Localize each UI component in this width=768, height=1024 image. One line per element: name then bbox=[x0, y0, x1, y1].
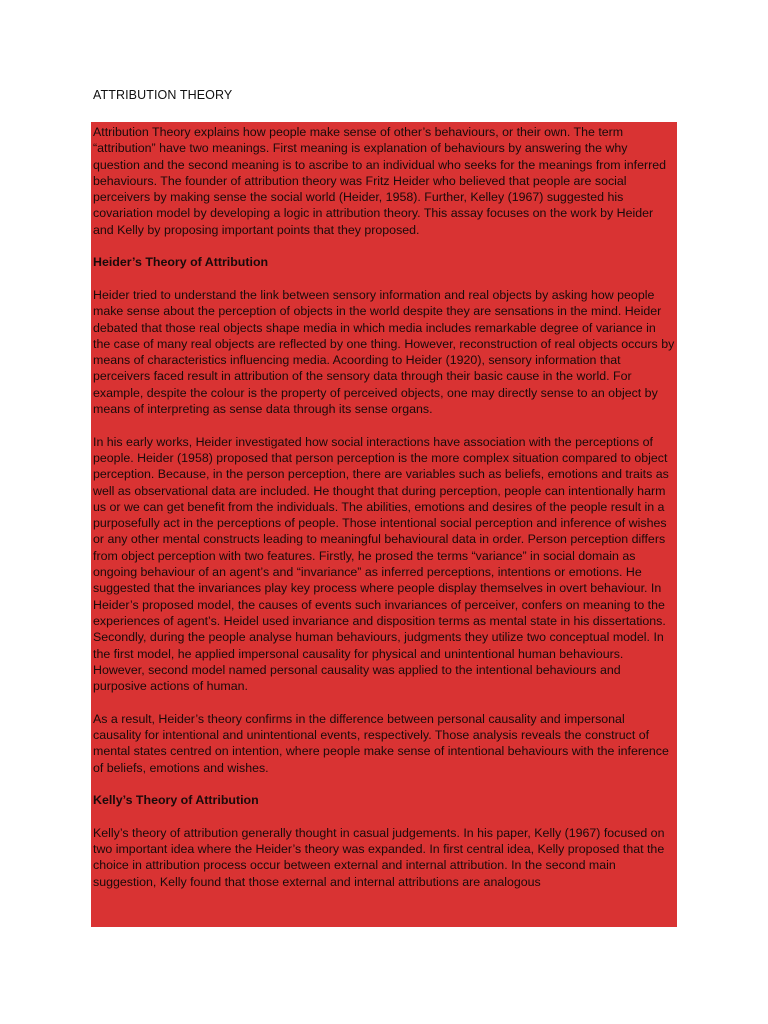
document-title: ATTRIBUTION THEORY bbox=[93, 88, 233, 102]
kelly-section-heading: Kelly’s Theory of Attribution bbox=[93, 793, 259, 808]
highlighted-content bbox=[91, 122, 677, 890]
heider-section-heading: Heider’s Theory of Attribution bbox=[93, 255, 269, 270]
heider-paragraph-1: Heider tried to understand the link between sensory information and real objects by asking how people make sense about the perception of objects in the world despite they are sensations in the mind. Heider debated that those real objects shape media in which media includes remarkable degree of variance in the case of many real objects are reflected by one thing. However, reconstruction of real objects occurs by means of characteristics influencing media. Acoording to Heider (1920), sensory information that perceivers faced result in attribution of the sensory data through their basic cause in the world. For example, despite the colour is the property of perceived objects, one may directly sense to an object by means of interpreting as sense data through its sense organs. bbox=[93, 287, 675, 417]
intro-paragraph: Attribution Theory explains how people make sense of other’s behaviours, or their own. The term “attribution” have two meanings. First meaning is explanation of behaviours by answering the why question and the second meaning is to ascribe to an individual who seeks for the meanings from inferred behaviours. The founder of attribution theory was Fritz Heider who believed that people are social perceivers by making sense the social world (Heider, 1958). Further, Kelley (1967) suggested his covariation model by developing a logic in attribution theory. This assay focuses on the work by Heider and Kelly by proposing important points that they proposed. bbox=[93, 125, 667, 237]
heider-paragraph-2: In his early works, Heider investigated how social interactions have association with the perceptions of people. Heider (1958) proposed that person perception is the more complex situation compared to object perception. Because, in the person perception, there are variables such as beliefs, emotions and traits as well as observational data are included. He thought that during perception, people can intentionally harm us or we can get benefit from the individuals. The abilities, emotions and desires of the people result in a purposefully act in the perceptions of people. Those intentional social perception and inference of wishes or any other mental constructs leading to meaningful behavioural data in order. Person perception differs from object perception with two features. Firstly, he prosed the terms “variance” in social domain as ongoing behaviour of an agent’s and “invariance” as inferred perceptions, intentions or emotions. He suggested that the invariances play key process where people display themselves in overt behaviour. In Heider’s proposed model, the causes of events such invariances of perceiver, confers on meaning to the experiences of agent’s. Heidel used invariance and disposition terms as mental state in his dissertations. Secondly, during the people analyse human behaviours, judgments they utilize two conceptual model. In the first model, he applied impersonal causality for physical and unintentional human behaviours. However, second model named personal causality was applied to the intentional behaviours and purposive actions of human. bbox=[93, 434, 669, 694]
highlighted-text-block bbox=[91, 122, 677, 927]
kelly-paragraph-1: Kelly’s theory of attribution generally thought in casual judgements. In his paper, Kelly (1967) focused on two important idea where the Heider’s theory was expanded. In first central idea, Kelly proposed that the choice in attribution process occur between external and internal attribution. In the second main suggestion, Kelly found that those external and internal attributions are analogous bbox=[93, 825, 665, 889]
heider-paragraph-3: As a result, Heider’s theory confirms in the difference between personal causality and impersonal causality for intentional and unintentional events, respectively. Those analysis reveals the construct of mental states centred on intention, where people make sense of intentional behaviours with the inference of beliefs, emotions and wishes. bbox=[93, 711, 669, 775]
